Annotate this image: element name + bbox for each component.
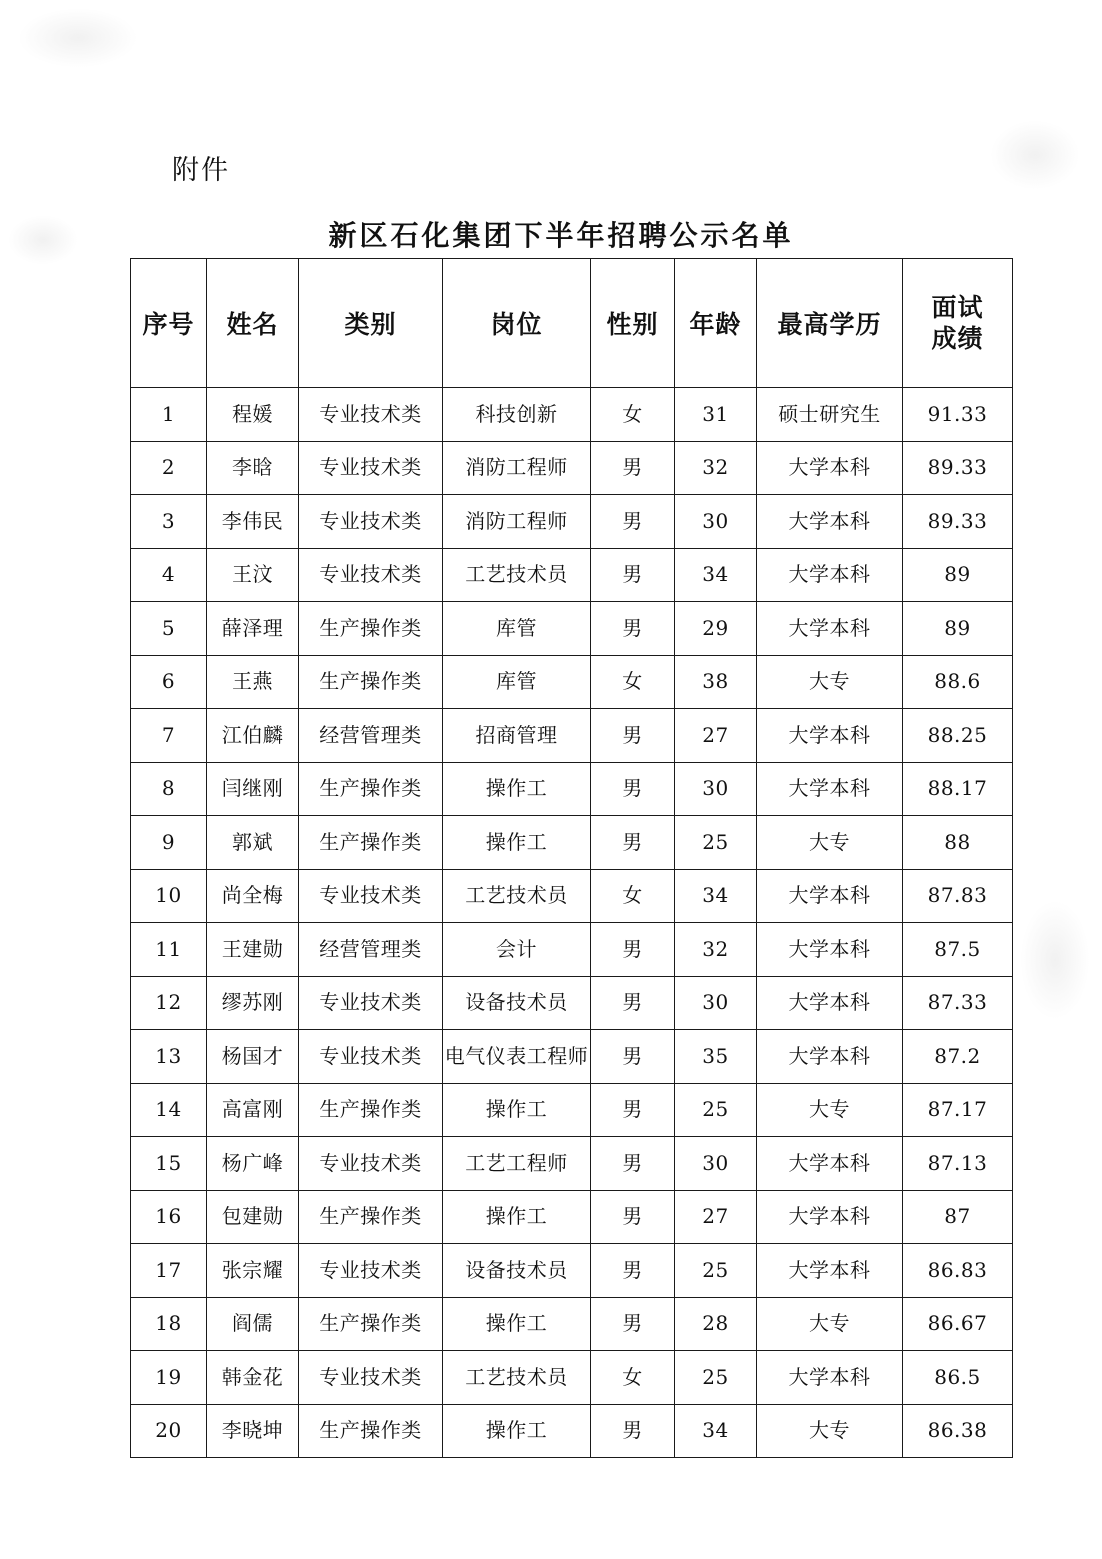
roster-table-container	[130, 258, 1012, 1458]
cell-category: 专业技术类	[299, 1244, 443, 1298]
cell-age: 28	[675, 1297, 757, 1351]
cell-position: 消防工程师	[443, 495, 591, 549]
cell-score: 88.25	[903, 709, 1013, 763]
cell-category: 专业技术类	[299, 495, 443, 549]
cell-age: 30	[675, 976, 757, 1030]
cell-category: 专业技术类	[299, 1030, 443, 1084]
cell-category: 生产操作类	[299, 1083, 443, 1137]
cell-category: 生产操作类	[299, 1190, 443, 1244]
column-header-score-line1: 面试	[931, 292, 984, 322]
cell-position: 库管	[443, 602, 591, 656]
table-row	[131, 655, 1013, 709]
cell-index: 7	[131, 709, 207, 763]
cell-score: 87.17	[903, 1083, 1013, 1137]
cell-education: 大专	[757, 655, 903, 709]
cell-education: 大学本科	[757, 1030, 903, 1084]
cell-age: 30	[675, 1137, 757, 1191]
cell-age: 34	[675, 869, 757, 923]
cell-education: 大学本科	[757, 1244, 903, 1298]
cell-category: 专业技术类	[299, 548, 443, 602]
table-row	[131, 1404, 1013, 1458]
cell-name: 尚全梅	[207, 869, 299, 923]
cell-category: 生产操作类	[299, 762, 443, 816]
cell-gender: 男	[591, 602, 675, 656]
cell-gender: 男	[591, 441, 675, 495]
cell-name: 江伯麟	[207, 709, 299, 763]
table-row	[131, 923, 1013, 977]
cell-position: 科技创新	[443, 388, 591, 442]
cell-score: 87.33	[903, 976, 1013, 1030]
cell-index: 20	[131, 1404, 207, 1458]
cell-category: 经营管理类	[299, 923, 443, 977]
table-row	[131, 1083, 1013, 1137]
cell-age: 34	[675, 548, 757, 602]
cell-education: 大学本科	[757, 1351, 903, 1405]
cell-name: 高富刚	[207, 1083, 299, 1137]
cell-index: 18	[131, 1297, 207, 1351]
cell-name: 阎儒	[207, 1297, 299, 1351]
cell-age: 25	[675, 1083, 757, 1137]
cell-name: 王汶	[207, 548, 299, 602]
column-header-score	[903, 259, 1013, 388]
table-row	[131, 1137, 1013, 1191]
cell-age: 32	[675, 923, 757, 977]
cell-category: 经营管理类	[299, 709, 443, 763]
table-row	[131, 441, 1013, 495]
cell-age: 30	[675, 495, 757, 549]
table-row	[131, 495, 1013, 549]
table-row	[131, 1351, 1013, 1405]
cell-age: 38	[675, 655, 757, 709]
cell-category: 专业技术类	[299, 441, 443, 495]
cell-position: 工艺工程师	[443, 1137, 591, 1191]
cell-education: 大学本科	[757, 976, 903, 1030]
cell-age: 29	[675, 602, 757, 656]
cell-gender: 女	[591, 869, 675, 923]
cell-position: 电气仪表工程师	[443, 1030, 591, 1084]
cell-education: 硕士研究生	[757, 388, 903, 442]
column-header-name: 姓名	[207, 259, 299, 388]
cell-education: 大学本科	[757, 923, 903, 977]
cell-education: 大专	[757, 816, 903, 870]
cell-name: 李晗	[207, 441, 299, 495]
cell-name: 王燕	[207, 655, 299, 709]
cell-category: 生产操作类	[299, 602, 443, 656]
cell-index: 10	[131, 869, 207, 923]
cell-index: 8	[131, 762, 207, 816]
cell-gender: 男	[591, 816, 675, 870]
cell-age: 25	[675, 816, 757, 870]
cell-index: 1	[131, 388, 207, 442]
cell-age: 34	[675, 1404, 757, 1458]
cell-position: 操作工	[443, 1190, 591, 1244]
cell-index: 9	[131, 816, 207, 870]
cell-age: 35	[675, 1030, 757, 1084]
cell-score: 91.33	[903, 388, 1013, 442]
cell-score: 89.33	[903, 495, 1013, 549]
cell-score: 88	[903, 816, 1013, 870]
cell-position: 工艺技术员	[443, 869, 591, 923]
cell-category: 生产操作类	[299, 816, 443, 870]
cell-category: 生产操作类	[299, 1297, 443, 1351]
column-header-index: 序号	[131, 259, 207, 388]
column-header-position: 岗位	[443, 259, 591, 388]
cell-name: 杨广峰	[207, 1137, 299, 1191]
cell-gender: 男	[591, 1083, 675, 1137]
cell-name: 程媛	[207, 388, 299, 442]
column-header-gender: 性别	[591, 259, 675, 388]
cell-score: 88.6	[903, 655, 1013, 709]
cell-index: 14	[131, 1083, 207, 1137]
table-row	[131, 548, 1013, 602]
cell-gender: 男	[591, 976, 675, 1030]
cell-position: 操作工	[443, 1297, 591, 1351]
cell-gender: 男	[591, 1030, 675, 1084]
table-row	[131, 1190, 1013, 1244]
table-row	[131, 1297, 1013, 1351]
cell-age: 30	[675, 762, 757, 816]
table-row	[131, 816, 1013, 870]
table-header-row	[131, 259, 1013, 388]
cell-score: 86.83	[903, 1244, 1013, 1298]
cell-position: 招商管理	[443, 709, 591, 763]
cell-name: 闫继刚	[207, 762, 299, 816]
cell-age: 31	[675, 388, 757, 442]
cell-position: 设备技术员	[443, 976, 591, 1030]
cell-name: 王建勋	[207, 923, 299, 977]
cell-education: 大学本科	[757, 602, 903, 656]
scan-artifact	[990, 120, 1080, 190]
table-header	[131, 259, 1013, 388]
table-row	[131, 976, 1013, 1030]
cell-index: 2	[131, 441, 207, 495]
cell-gender: 女	[591, 1351, 675, 1405]
cell-position: 库管	[443, 655, 591, 709]
cell-position: 工艺技术员	[443, 548, 591, 602]
cell-score: 89	[903, 602, 1013, 656]
cell-index: 16	[131, 1190, 207, 1244]
column-header-education: 最高学历	[757, 259, 903, 388]
cell-position: 操作工	[443, 816, 591, 870]
scan-artifact	[18, 8, 138, 68]
table-row	[131, 762, 1013, 816]
roster-table	[130, 258, 1013, 1458]
cell-gender: 男	[591, 495, 675, 549]
cell-name: 郭斌	[207, 816, 299, 870]
attachment-label: 附件	[172, 155, 230, 186]
cell-gender: 男	[591, 762, 675, 816]
cell-education: 大学本科	[757, 548, 903, 602]
cell-education: 大学本科	[757, 1137, 903, 1191]
cell-index: 4	[131, 548, 207, 602]
cell-gender: 男	[591, 923, 675, 977]
cell-score: 87.83	[903, 869, 1013, 923]
cell-index: 5	[131, 602, 207, 656]
cell-gender: 男	[591, 548, 675, 602]
cell-gender: 女	[591, 388, 675, 442]
cell-position: 工艺技术员	[443, 1351, 591, 1405]
cell-education: 大学本科	[757, 441, 903, 495]
cell-education: 大专	[757, 1083, 903, 1137]
cell-age: 25	[675, 1351, 757, 1405]
cell-name: 李晓坤	[207, 1404, 299, 1458]
cell-index: 17	[131, 1244, 207, 1298]
cell-score: 87.2	[903, 1030, 1013, 1084]
cell-age: 27	[675, 709, 757, 763]
cell-score: 86.5	[903, 1351, 1013, 1405]
cell-education: 大学本科	[757, 1190, 903, 1244]
cell-gender: 男	[591, 1404, 675, 1458]
cell-name: 包建勋	[207, 1190, 299, 1244]
cell-category: 专业技术类	[299, 388, 443, 442]
cell-position: 操作工	[443, 1083, 591, 1137]
cell-category: 专业技术类	[299, 869, 443, 923]
table-row	[131, 388, 1013, 442]
cell-index: 19	[131, 1351, 207, 1405]
cell-position: 消防工程师	[443, 441, 591, 495]
table-row	[131, 869, 1013, 923]
cell-index: 6	[131, 655, 207, 709]
cell-education: 大专	[757, 1297, 903, 1351]
table-body	[131, 388, 1013, 1458]
cell-category: 专业技术类	[299, 1137, 443, 1191]
cell-age: 25	[675, 1244, 757, 1298]
cell-category: 专业技术类	[299, 976, 443, 1030]
cell-gender: 女	[591, 655, 675, 709]
cell-score: 89	[903, 548, 1013, 602]
cell-gender: 男	[591, 1190, 675, 1244]
cell-name: 张宗耀	[207, 1244, 299, 1298]
cell-education: 大学本科	[757, 709, 903, 763]
cell-gender: 男	[591, 709, 675, 763]
cell-name: 韩金花	[207, 1351, 299, 1405]
cell-education: 大专	[757, 1404, 903, 1458]
cell-score: 89.33	[903, 441, 1013, 495]
column-header-age: 年龄	[675, 259, 757, 388]
cell-index: 15	[131, 1137, 207, 1191]
cell-score: 86.38	[903, 1404, 1013, 1458]
table-row	[131, 1244, 1013, 1298]
cell-category: 生产操作类	[299, 1404, 443, 1458]
cell-age: 27	[675, 1190, 757, 1244]
cell-gender: 男	[591, 1244, 675, 1298]
table-row	[131, 1030, 1013, 1084]
cell-score: 86.67	[903, 1297, 1013, 1351]
cell-score: 88.17	[903, 762, 1013, 816]
cell-score: 87.13	[903, 1137, 1013, 1191]
column-header-category: 类别	[299, 259, 443, 388]
cell-name: 杨国才	[207, 1030, 299, 1084]
cell-education: 大学本科	[757, 762, 903, 816]
cell-index: 11	[131, 923, 207, 977]
cell-education: 大学本科	[757, 495, 903, 549]
cell-position: 设备技术员	[443, 1244, 591, 1298]
cell-age: 32	[675, 441, 757, 495]
cell-position: 会计	[443, 923, 591, 977]
cell-position: 操作工	[443, 1404, 591, 1458]
table-row	[131, 709, 1013, 763]
page-title: 新区石化集团下半年招聘公示名单	[328, 219, 794, 252]
cell-gender: 男	[591, 1297, 675, 1351]
column-header-score-line2: 成绩	[931, 324, 984, 353]
cell-gender: 男	[591, 1137, 675, 1191]
cell-education: 大学本科	[757, 869, 903, 923]
cell-name: 缪苏刚	[207, 976, 299, 1030]
cell-name: 薛泽理	[207, 602, 299, 656]
scan-artifact	[1020, 900, 1090, 1020]
cell-score: 87	[903, 1190, 1013, 1244]
cell-category: 生产操作类	[299, 655, 443, 709]
cell-index: 12	[131, 976, 207, 1030]
table-row	[131, 602, 1013, 656]
cell-index: 3	[131, 495, 207, 549]
cell-index: 13	[131, 1030, 207, 1084]
cell-position: 操作工	[443, 762, 591, 816]
cell-category: 专业技术类	[299, 1351, 443, 1405]
cell-name: 李伟民	[207, 495, 299, 549]
cell-score: 87.5	[903, 923, 1013, 977]
